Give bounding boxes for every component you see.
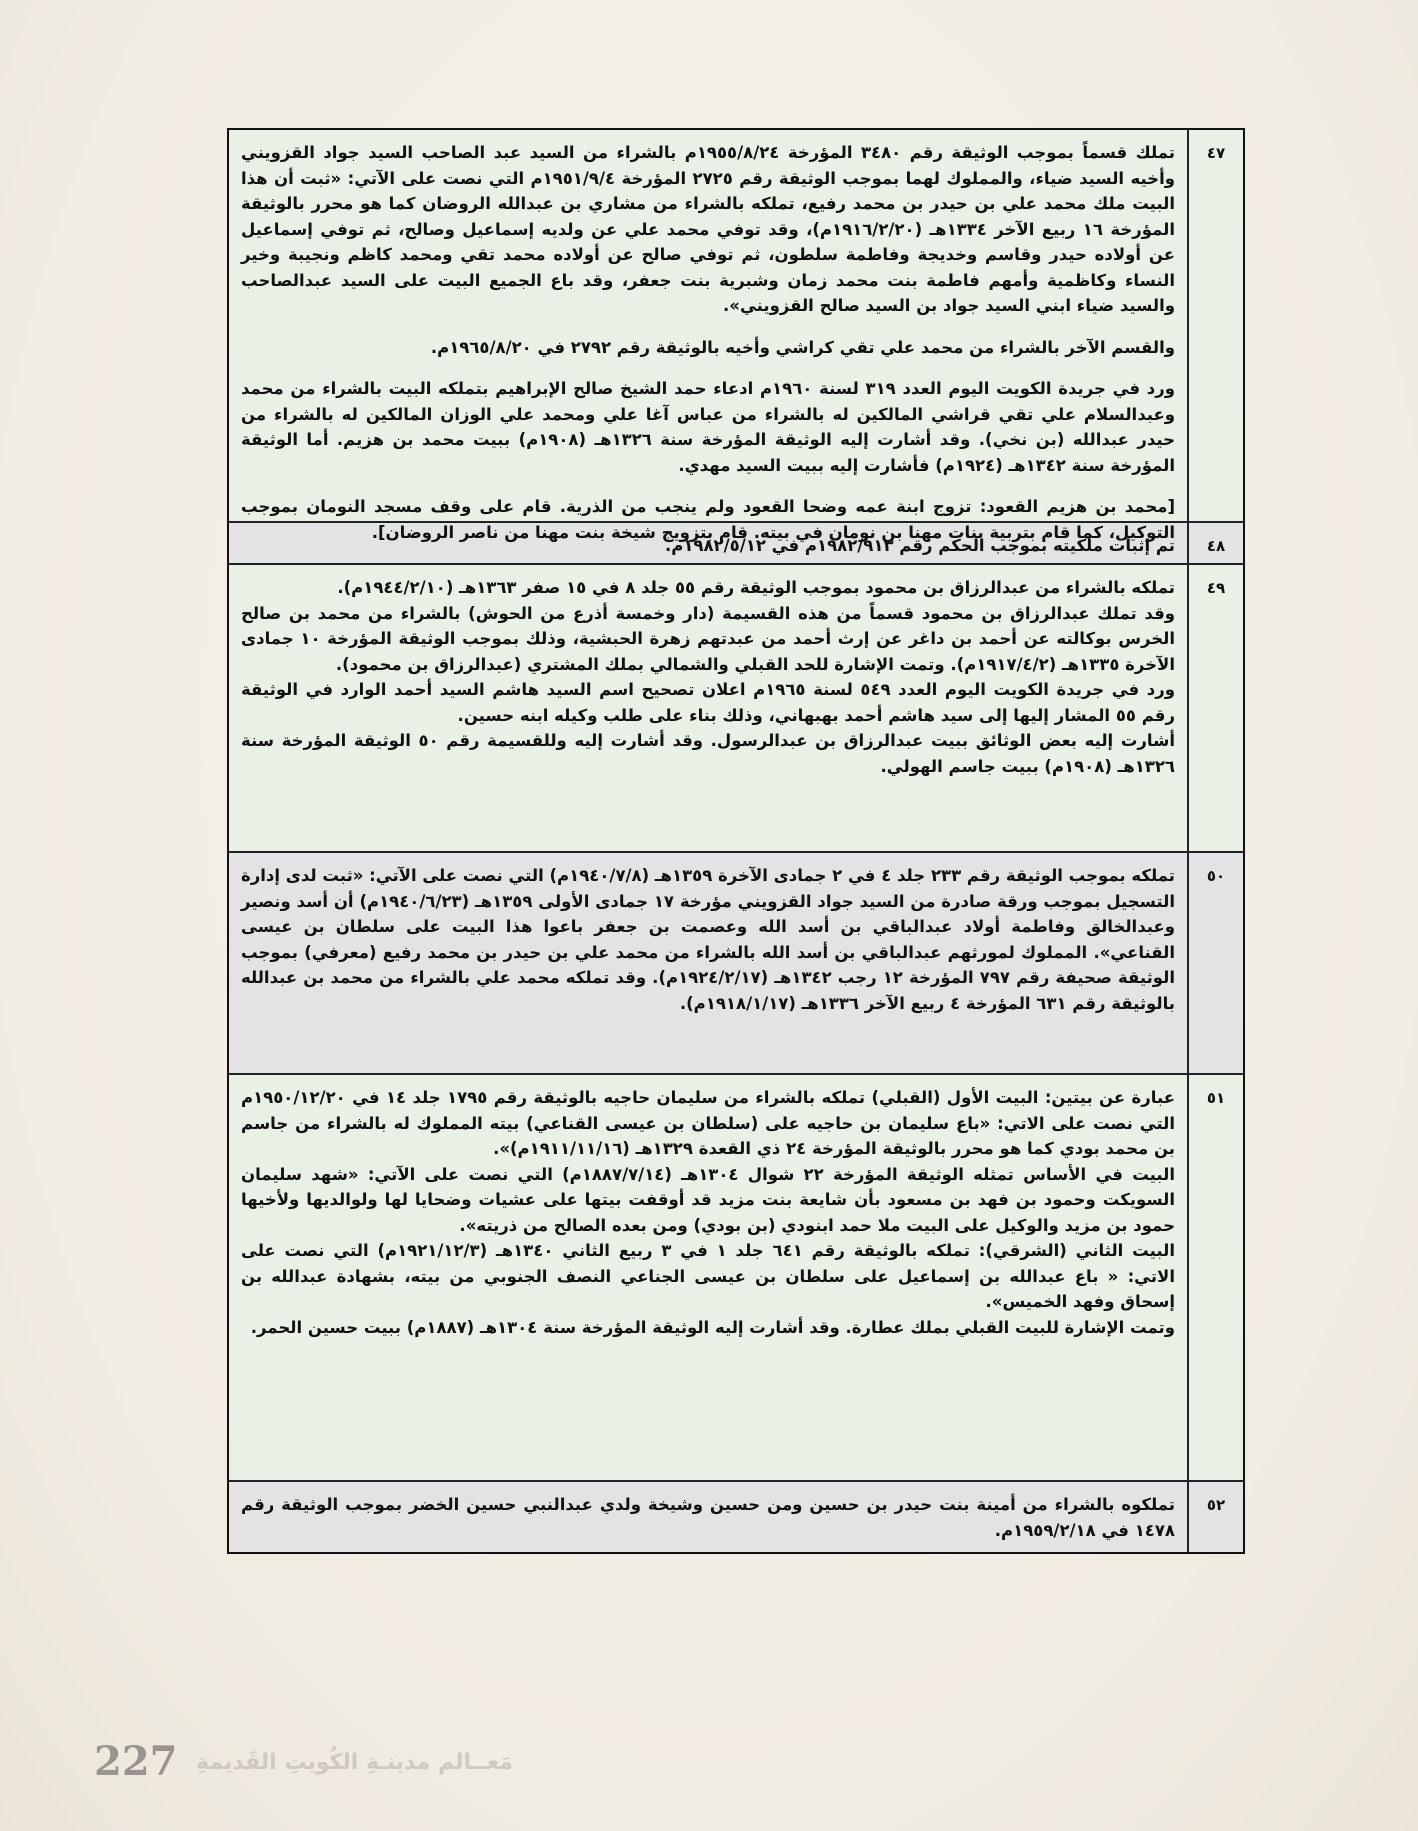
row-content xyxy=(229,1482,1187,1552)
paragraph: ورد في جريدة الكويت اليوم العدد ٣١٩ لسنة ١٩٦٠م ادعاء حمد الشيخ صالح الإبراهيم بتملكه البيت بالشراء من محمد وعبدالسلام علي تقي قراشي المالكين له بالشراء من عباس آغا علي ومحمد علي الوزان المالكين له بالشراء من حيدر عبدالله (بن نخي). وقد أشارت إليه الوثيقة المؤرخة سنة ١٣٢٦هـ (١٩٠٨م) ببيت محمد بن هزيم. أما الوثيقة المؤرخة سنة ١٣٤٢هـ (١٩٢٤م) فأشارت إليه ببيت السيد مهدي. xyxy=(241,379,1176,475)
paragraph: أشارت إليه بعض الوثائق ببيت عبدالرزاق بن عبدالرسول. وقد أشارت إليه وللقسيمة رقم ٥٠ الوثيقة المؤرخة سنة ١٣٢٦هـ (١٩٠٨م) ببيت جاسم الهولي. xyxy=(241,731,1175,776)
table-row-48 xyxy=(229,523,1243,565)
paragraph: ورد في جريدة الكويت اليوم العدد ٥٤٩ لسنة ١٩٦٥م اعلان تصحيح اسم السيد هاشم السيد أحمد الوارد في الوثيقة رقم ٥٥ المشار إليها إلى سيد هاشم أحمد بهبهاني، وذلك بناء على طلب وكيله ابنه حسين. xyxy=(241,680,1176,725)
paragraph: تم إثبات ملكيته بموجب الحكم رقم ١٩٨٢/٩١٣م في ١٩٨٢/٥/١٢م. xyxy=(664,536,1175,555)
row-number: ٤٨ xyxy=(1187,523,1243,563)
paragraph: والقسم الآخر بالشراء من محمد علي تقي كراشي وأخيه بالوثيقة رقم ٢٧٩٢ في ١٩٦٥/٨/٢٠م. xyxy=(430,337,1175,357)
paragraph: البيت الثاني (الشرقي): تملكه بالوثيقة رقم ٦٤١ جلد ١ في ٣ ربيع الثاني ١٣٤٠هـ (١٩٢١/١٢/٣م) التي نصت على الاتي: « باع عبدالله بن إسماعيل على سلطان بن عيسى الجناعي النصف الجنوبي من بيته، بشهادة عبدالله بن إسحاق وفهد الخميس». xyxy=(241,1241,1175,1311)
row-number: ٤٧ xyxy=(1187,130,1243,521)
table-row-47 xyxy=(229,130,1243,542)
paragraph: وتمت الإشارة للبيت القبلي بملك عطارة. وقد أشارت إليه الوثيقة المؤرخة سنة ١٣٠٤هـ (١٨٨٧م) ببيت حسين الحمر. xyxy=(250,1317,1175,1337)
row-content xyxy=(229,853,1187,1073)
paragraph: تملك قسماً بموجب الوثيقة رقم ٣٤٨٠ المؤرخة ١٩٥٥/٨/٢٤م بالشراء من السيد عبد الصاحب السيد جواد القزويني وأخيه السيد ضياء، والمملوك لهما بموجب الوثيقة رقم ٢٧٢٥ المؤرخة ١٩٥١/٩/٤م التي نصت على الآتي: «ثبت أن هذا البيت ملك محمد علي بن حيدر بن محمد رفيع، تملكه بالشراء من مشاري بن عبدالله الروضان كما هو محرر بالوثيقة المؤرخة ١٦ ربيع الآخر ١٣٣٤هـ (١٩١٦/٢/٢٠م)، وقد توفي محمد علي عن ولديه إسماعيل وصالح، ثم توفي إسماعيل عن أولاده حيدر وقاسم وخديجة وفاطمة سلطون، ثم توفي صالح عن أولاده محمد تقي ومحمد كاظم ونجيبة وخير النساء وكاظمية وأمهم فاطمة بنت محمد زمان وشبرية بنت جعفر، وقد باع الجميع البيت على السيد عبدالصاحب والسيد ضياء ابني السيد جواد بن السيد صالح القزويني». xyxy=(241,143,1175,315)
row-number: ٥٢ xyxy=(1187,1482,1243,1552)
row-number: ٥٠ xyxy=(1187,853,1243,1073)
paragraph: البيت في الأساس تمثله الوثيقة المؤرخة ٢٢ شوال ١٣٠٤هـ (١٨٨٧/٧/١٤م) التي نصت على الآتي: «شهد سليمان السويكت وحمود بن فهد بن مسعود بأن شايعة بنت مزيد قد أوقفت بيتها على عشيات وضحايا لها ولوالديها ولأخيها حمود بن مزيد والوكيل على البيت ملا حمد ابنودي (بن بودي) ومن بعده الصالح من ذريته». xyxy=(241,1164,1175,1235)
table-row-50 xyxy=(229,853,1243,1075)
paragraph: تملكه بموجب الوثيقة رقم ٢٣٣ جلد ٤ في ٢ جمادى الآخرة ١٣٥٩هـ (١٩٤٠/٧/٨م) التي نصت على الآتي: «ثبت لدى إدارة التسجيل بموجب ورقة صادرة من السيد جواد القزويني مؤرخة ١٧ جمادى الأولى ١٣٥٩هـ (١٩٤٠/٦/٢٣م) أن أسد ونصير وعبدالخالق وفاطمة أولاد عبدالباقي بن أسد الله وعصمت بن جعفر باعوا هذا البيت على سلطان بن عيسى القناعي». المملوك لمورثهم عبدالباقي بن أسد الله بالشراء من محمد علي بن حيدر بن محمد رفيع (معرفي) بموجب الوثيقة صحيفة رقم ٧٩٧ المؤرخة ١٢ رجب ١٣٤٢هـ (١٩٢٤/٢/١٧م). وقد تملكه محمد علي بالشراء من محمد بن عبدالله بالوثيقة رقم ٦٣١ المؤرخة ٤ ربيع الآخر ١٣٣٦هـ (١٩١٨/١/١٧م). xyxy=(241,866,1175,1013)
row-number: ٤٩ xyxy=(1187,565,1243,851)
table-row-51 xyxy=(229,1075,1243,1482)
table-row-49 xyxy=(229,565,1243,853)
running-title: مَعــالم مدينـةِ الكُويتِ القَديمةِ xyxy=(196,1750,513,1775)
paragraph: عبارة عن بيتين: البيت الأول (القبلي) تملكه بالشراء من سليمان حاجيه بالوثيقة رقم ١٧٩٥ جلد ١٤ في ١٩٥٠/١٢/٢٠م التي نصت على الاتي: «باع سليمان بن حاجيه على (سلطان بن عيسى القناعي) بيته المملوك له بالشراء من جاسم بن محمد بودي كما هو محرر بالوثيقة المؤرخة ٢٤ ذي القعدة ١٣٢٩هـ (١٩١١/١١/١٦م)». xyxy=(241,1088,1175,1158)
paragraph: تملكوه بالشراء من أمينة بنت حيدر بن حسين ومن حسين وشيخة ولدي عبدالنبي حسين الخضر بموجب الوثيقة رقم ١٤٧٨ في ١٩٥٩/٢/١٨م. xyxy=(241,1495,1175,1540)
row-number: ٥١ xyxy=(1187,1075,1243,1480)
paragraph: تملكه بالشراء من عبدالرزاق بن محمود بموجب الوثيقة رقم ٥٥ جلد ٨ في ١٥ صفر ١٣٦٣هـ (١٩٤٤/٢/١٠م). xyxy=(337,578,1175,597)
row-content xyxy=(229,130,1187,542)
row-content xyxy=(229,523,1187,563)
table-row-52 xyxy=(229,1482,1243,1552)
property-records-table xyxy=(227,128,1245,1554)
page-number: 227 xyxy=(94,1738,178,1785)
paragraph: وقد تملك عبدالرزاق بن محمود قسماً من هذه القسيمة (دار وخمسة أذرع من الحوش) بالشراء من محمد بن صالح الخرس بوكالته عن أحمد بن داغر عن إرث أحمد من عبدتهم زهرة الحبشية، وذلك بموجب الوثيقة المؤرخة ١٠ جمادى الآخرة ١٣٣٥هـ (١٩١٧/٤/٢م). وتمت الإشارة للحد القبلي والشمالي بملك المشتري (عبدالرزاق بن محمود). xyxy=(241,603,1175,674)
row-content xyxy=(229,565,1187,851)
row-content xyxy=(229,1075,1187,1480)
paragraph: [محمد بن هزيم القعود: تزوج ابنة عمه وضحا القعود ولم ينجب من الذرية. قام على وقف مسجد النومان بموجب التوكيل، كما قام بتربية بنات مهنا بن نومان في بيته. قام بتزويج شيخة بنت مهنا من ناصر الروضان]. xyxy=(241,497,1175,542)
